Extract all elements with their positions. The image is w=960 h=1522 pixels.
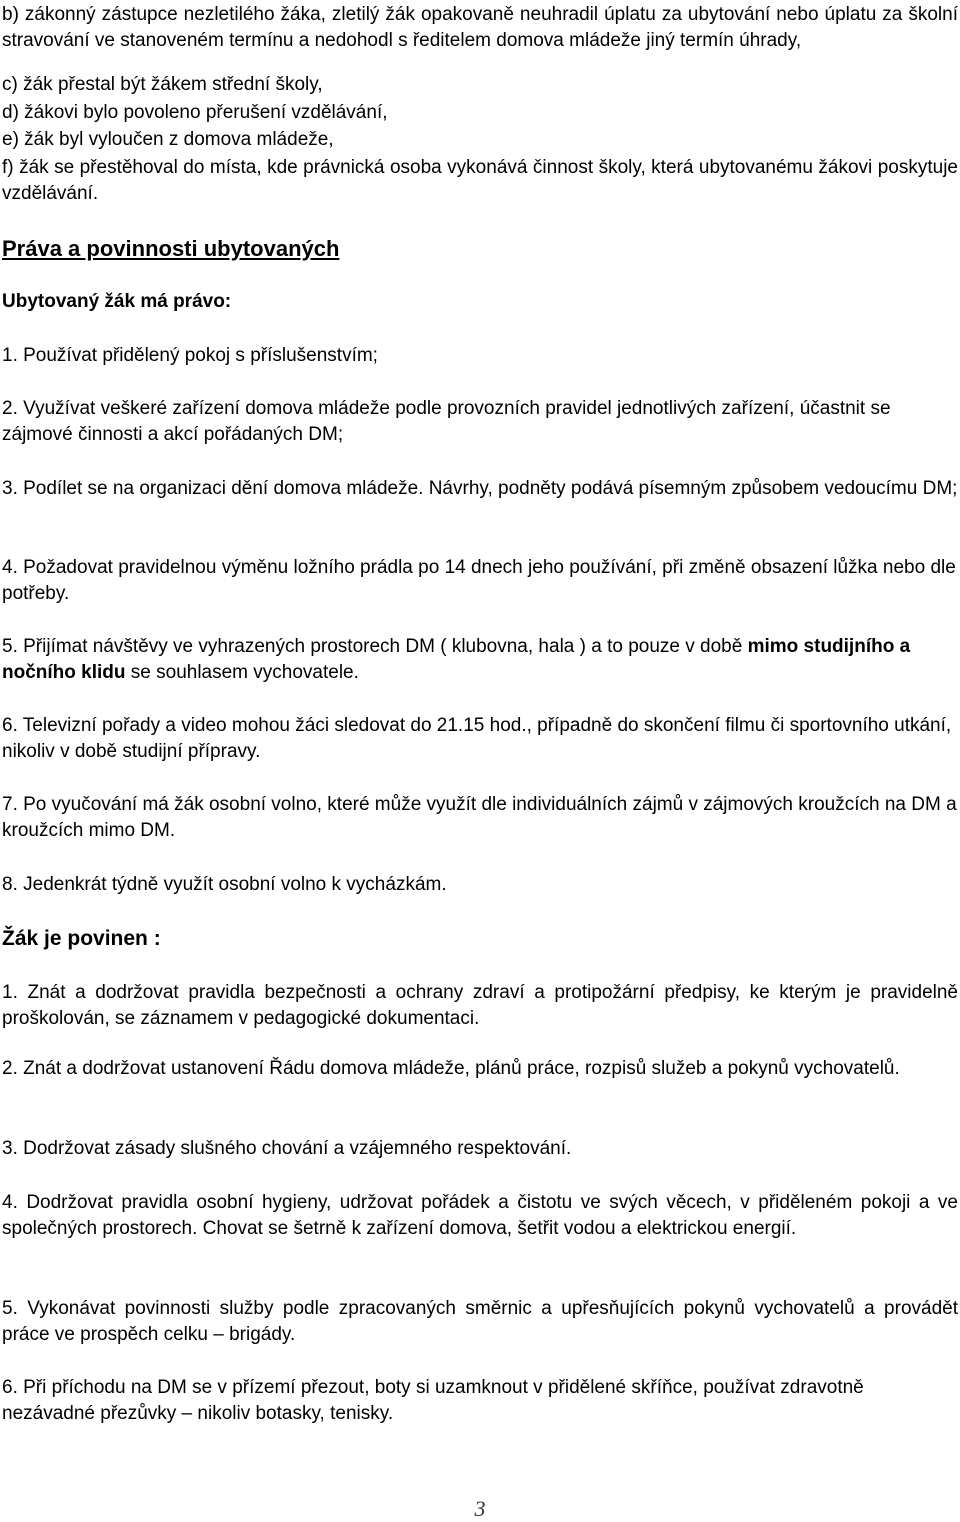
rights-item-2: 2. Využívat veškeré zařízení domova mládeže podle provozních pravidel jednotlivých zařízení, účastnit se zájmové činnosti a akcí pořádaných DM; bbox=[2, 398, 891, 445]
rights-item-4: 4. Požadovat pravidelnou výměnu ložního prádla po 14 dnech jeho používání, při změně obsazení lůžka nebo dle potřeby. bbox=[2, 557, 956, 604]
page-number: 3 bbox=[474, 1496, 486, 1521]
intro-item-f: f) žák se přestěhoval do místa, kde právnická osoba vykonává činnost školy, která ubytovanému žákovi poskytuje vzdělávání. bbox=[2, 157, 958, 204]
rights-item-3: 3. Podílet se na organizaci dění domova mládeže. Návrhy, podněty podává písemným způsobem vedoucímu DM; bbox=[2, 478, 958, 499]
duties-item-2: 2. Znát a dodržovat ustanovení Řádu domova mládeže, plánů práce, rozpisů služeb a pokynů vychovatelů. bbox=[2, 1058, 900, 1079]
rights-item-8: 8. Jedenkrát týdně využít osobní volno k vycházkám. bbox=[2, 874, 447, 895]
rights-item-5 bbox=[2, 634, 958, 686]
rights-item-5-tail: se souhlasem vychovatele. bbox=[125, 662, 359, 683]
rights-item-6: 6. Televizní pořady a video mohou žáci sledovat do 21.15 hod., případně do skončení filmu či sportovního utkání, nikoliv v době studijní přípravy. bbox=[2, 715, 952, 762]
section-heading: Práva a povinnosti ubytovaných bbox=[2, 236, 340, 261]
duties-item-4: 4. Dodržovat pravidla osobní hygieny, udržovat pořádek a čistotu ve svých věcech, v přiděleném pokoji a ve společných prostorech. Chovat se šetrně k zařízení domova, šetřit vodou a elektrickou energií. bbox=[2, 1192, 958, 1239]
rights-item-7: 7. Po vyučování má žák osobní volno, které může využít dle individuálních zájmů v zájmových kroužcích na DM a kroužcích mimo DM. bbox=[2, 794, 957, 841]
intro-item-c: c) žák přestal být žákem střední školy, bbox=[2, 74, 323, 95]
duties-item-5: 5. Vykonávat povinnosti služby podle zpracovaných směrnic a upřesňujících pokynů vychovatelů a provádět práce ve prospěch celku – brigády. bbox=[2, 1298, 958, 1345]
rights-item-5-bold: mimo studijního a nočního klidu bbox=[2, 636, 911, 683]
duties-item-1: 1. Znát a dodržovat pravidla bezpečnosti a ochrany zdraví a protipožární předpisy, ke kterým je pravidelně proškolován, se záznamem v pedagogické dokumentaci. bbox=[2, 982, 958, 1029]
rights-item-1: 1. Používat přidělený pokoj s příslušenstvím; bbox=[2, 345, 378, 366]
rights-title: Ubytovaný žák má právo: bbox=[2, 291, 232, 312]
intro-item-d: d) žákovi bylo povoleno přerušení vzdělávání, bbox=[2, 102, 388, 123]
rights-item-5-text: 5. Přijímat návštěvy ve vyhrazených prostorech DM ( klubovna, hala ) a to pouze v době bbox=[2, 636, 743, 657]
intro-item-e: e) žák byl vyloučen z domova mládeže, bbox=[2, 129, 334, 150]
duties-item-6: 6. Při příchodu na DM se v přízemí přezout, boty si uzamknout v přidělené skříňce, používat zdravotně nezávadné přezůvky – nikoliv botasky, tenisky. bbox=[2, 1377, 864, 1424]
intro-item-b: b) zákonný zástupce nezletilého žáka, zletilý žák opakovaně neuhradil úplatu za ubytování nebo úplatu za školní stravování ve stanoveném termínu a nedohodl s ředitelem domova mládeže jiný termín úhrady, bbox=[2, 4, 958, 51]
duties-title: Žák je povinen : bbox=[2, 927, 161, 950]
duties-item-3: 3. Dodržovat zásady slušného chování a vzájemného respektování. bbox=[2, 1138, 572, 1159]
